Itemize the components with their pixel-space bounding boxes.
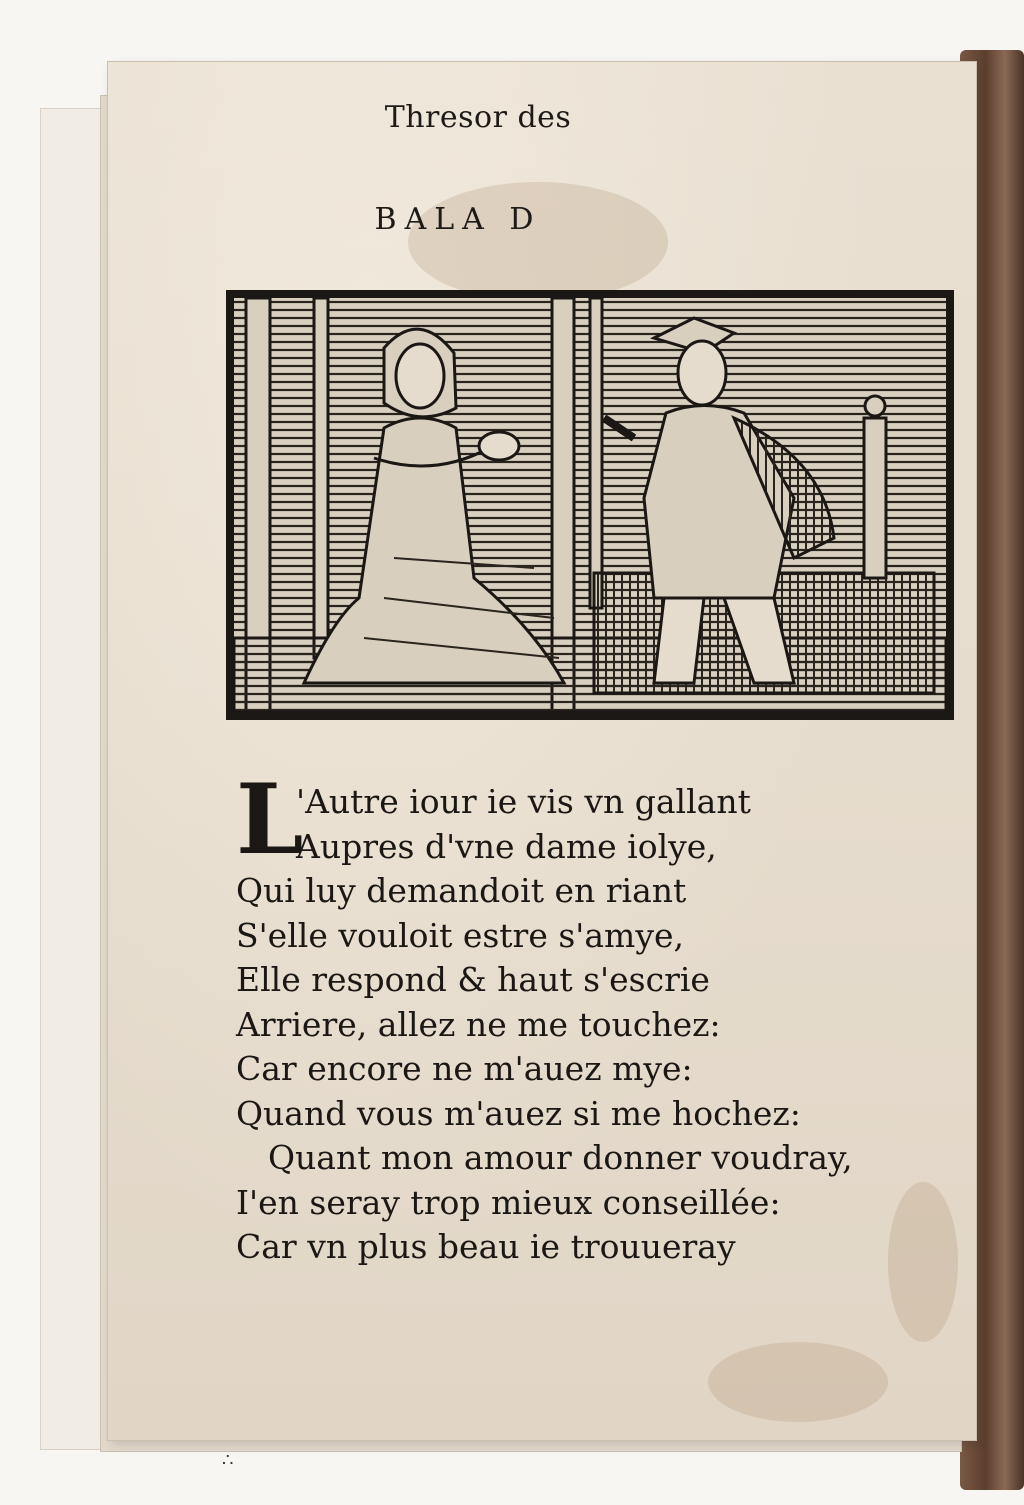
water-stain — [408, 182, 668, 302]
section-title: BALA D — [374, 202, 542, 237]
drop-cap: L — [236, 763, 304, 876]
woodcut-illustration — [226, 290, 954, 720]
bench-post — [864, 418, 886, 578]
verse-line: Car encore ne m'auez mye: — [236, 1049, 693, 1088]
center-post — [590, 298, 602, 608]
book-page — [108, 62, 976, 1471]
verse-block — [236, 763, 936, 1270]
finial — [865, 396, 885, 416]
running-head: Thresor des — [384, 100, 572, 135]
printer-ornament: ∴ — [222, 1450, 234, 1471]
verse-line: Quant mon amour donner voudray, — [268, 1138, 853, 1177]
verse-line: Qui luy demandoit en riant — [236, 871, 687, 910]
verse-line: Quand vous m'auez si me hochez: — [236, 1093, 801, 1133]
verse-line: Aupres d'vne dame iolye, — [296, 826, 717, 866]
verse-line: 'Autre iour ie vis vn gallant — [296, 782, 751, 821]
woodcut-scene — [234, 298, 946, 712]
verse-line: I'en seray trop mieux conseillée: — [236, 1182, 781, 1222]
verse-line: S'elle vouloit estre s'amye, — [236, 915, 684, 955]
verse-line: Arriere, allez ne me touchez: — [236, 1004, 721, 1044]
verse-line: Car vn plus beau ie trouueray — [236, 1227, 736, 1266]
verse-line: Elle respond & haut s'escrie — [236, 960, 710, 999]
water-stain — [708, 1342, 888, 1422]
left-post — [314, 298, 328, 658]
